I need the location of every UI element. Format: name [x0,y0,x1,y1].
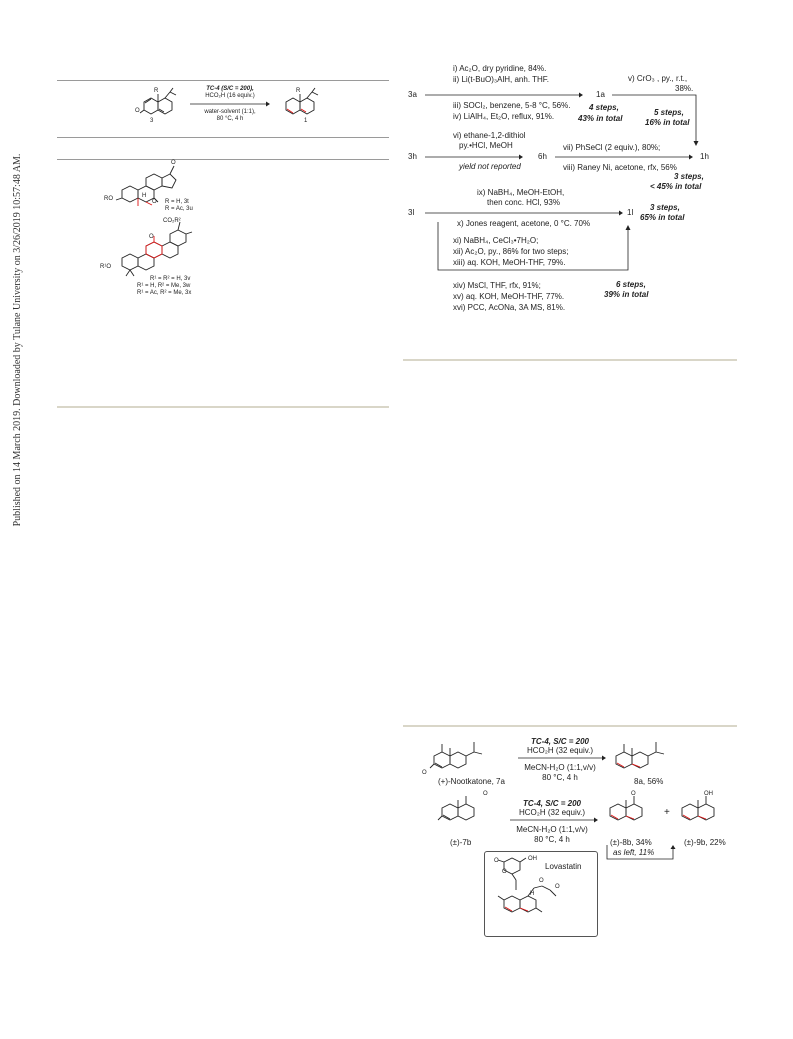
publication-watermark: Published on 14 March 2019. Downloaded by Tulane University on 3/26/2019 10:57:48 AM. [12,153,23,527]
nootkatone-7a-structure [428,738,490,776]
summary-5-steps: 5 steps, [654,108,684,117]
lovastatin-ester-o: O [539,878,544,884]
lovastatin-ring-o: O [502,869,507,875]
lovastatin-ester-o2: O [555,884,560,890]
h-label-3t: H [142,193,147,199]
step-xvi: xvi) PCC, AcONa, 3A MS, 81%. [453,303,566,312]
label-8b: (±)-8b, 34% [610,838,652,847]
table-top-rule [57,80,389,81]
step-iii: iii) SOCl₂, benzene, 5-8 °C, 56%. [453,101,571,110]
r2-cond-1: TC-4, S/C = 200 [522,799,582,808]
decalindione-7b-structure [436,790,486,828]
table-mid-rule [57,137,389,138]
product-9b-structure [676,790,726,828]
section-divider-right-1 [403,359,737,361]
product-compound-label: 1 [304,118,308,124]
label-1a: 1a [596,90,605,99]
r1-cond-4: 80 °C, 4 h [542,773,578,782]
carbonyl-o-7a: O [422,770,427,776]
label-6h: 6h [538,152,547,161]
co2r2-label: CO₂R² [163,218,181,224]
r2-cond-4: 80 °C, 4 h [534,835,570,844]
reagent-line-2: HCO₂H (16 equiv.) [205,93,255,99]
step-x: x) Jones reagent, acetone, 0 °C. 70% [457,219,591,228]
step-i: i) Ac₂O, dry pyridine, 84%. [453,64,547,73]
r1o-label: R¹O [100,264,111,270]
step-xi: xi) NaBH₄, CeCl₃•7H₂O; [453,236,539,245]
r2-cond-2: HCO₂H (32 equiv.) [518,808,586,817]
step-ix-a: ix) NaBH₄, MeOH-EtOH, [477,188,565,197]
start-compound-label: 3 [150,118,154,124]
summary-3-steps-b: 3 steps, [650,203,680,212]
r2-cond-3: MeCN-H₂O (1:1,v/v) [516,825,588,834]
section-divider-left [57,406,389,408]
arrow-3h-6h [425,154,525,160]
r1-cond-3: MeCN-H₂O (1:1,v/v) [524,763,596,772]
summary-3-steps-a: 3 steps, [674,172,704,181]
lovastatin-h: H [530,891,535,897]
r-label-product: R [296,88,301,94]
label-3a: 3a [408,90,417,99]
substituent-3v: R¹ = R² = H, 3v [150,276,191,282]
summary-4-steps: 4 steps, [589,103,619,112]
step-xiii: xiii) aq. KOH, MeOH-THF, 79%. [453,258,566,267]
lovastatin-title: Lovastatin [545,862,582,871]
diene-1-structure [282,88,332,120]
ketone-o-7b: O [483,791,488,797]
ketone-o-8b: O [631,791,636,797]
reagent-line-1: TC-4 (S/C = 200), [206,86,254,92]
label-7a: (+)-Nootkatone, 7a [438,777,505,786]
step-viii: viii) Raney Ni, acetone, rfx, 56% [563,163,677,172]
step-vii: vii) PhSeCl (2 equiv.), 80%; [563,143,661,152]
substituent-3x: R¹ = Ac, R² = Me, 3x [137,290,192,296]
r-label-start: R [154,88,159,94]
label-8a: 8a, 56% [634,777,664,786]
arrow-6h-1h [555,154,695,160]
section-divider-right-2 [403,725,737,727]
carbonyl-o-label: O [135,108,140,114]
substituent-3t: R = H, 3t [165,199,189,205]
reagent-line-3: water-solvent (1:1), [204,109,256,115]
label-1l: 1l [627,208,634,217]
r1-cond-2: HCO₂H (32 equiv.) [526,746,594,755]
step-v: v) CrO₃ , py., r.t., [628,74,688,83]
substituent-3w: R¹ = H, R² = Me, 3w [137,283,191,289]
reaction-arrow-left [190,101,270,107]
summary-65-percent: 65% in total [640,213,685,222]
hydroxyl-9b: OH [704,791,713,797]
step-vi-c: yield not reported [459,162,521,171]
plus-sign: + [664,807,670,818]
enone-o-3t: O [152,199,157,205]
ro-label: RO [104,196,113,202]
ketone-o-3t: O [171,160,176,166]
lovastatin-oh: OH [528,856,537,862]
arrow-3a-1a [425,92,585,98]
reagent-line-4: 80 °C, 4 h [216,116,244,122]
arrow-7a-8a [518,755,608,761]
step-vi-b: py.•HCl, MeOH [459,141,513,150]
label-9b: (±)-9b, 22% [684,838,726,847]
arrow-7b-8b [510,817,600,823]
step-xii: xii) Ac₂O, py., 86% for two steps; [453,247,569,256]
summary-16-percent: 16% in total [645,118,690,127]
product-8b-structure [604,790,654,828]
summary-39-percent: 39% in total [604,290,649,299]
table-header-rule [57,159,389,160]
summary-45-percent: < 45% in total [650,182,702,191]
label-7b: (±)-7b [450,838,472,847]
as-left-yield: as left, 11% [613,848,655,857]
summary-6-steps: 6 steps, [616,280,646,289]
step-v-yield: 38%. [675,84,694,93]
label-3l: 3l [408,208,415,217]
enone-3-structure [140,88,190,120]
summary-43-percent: 43% in total [578,114,623,123]
arrow-3l-1l [425,210,625,216]
label-3h: 3h [408,152,417,161]
label-1h: 1h [700,152,709,161]
step-iv: iv) LiAlH₄, Et₂O, reflux, 91%. [453,112,555,121]
step-vi-a: vi) ethane-1,2-dithiol [453,131,526,140]
step-xv: xv) aq. KOH, MeOH-THF, 77%. [453,292,565,301]
step-ii: ii) Li(t-BuO)₃AlH, anh. THF. [453,75,550,84]
r1-cond-1: TC-4, S/C = 200 [530,737,590,746]
lovastatin-carbonyl-o: O [494,858,499,864]
step-xiv: xiv) MsCl, THF, rfx, 91%; [453,281,541,290]
lovastatin-structure [490,852,594,932]
substituent-3u: R = Ac, 3u [165,206,193,212]
arrow-1a-1h [612,93,702,148]
product-8a-structure [610,738,672,776]
triterpene-o-label: O [149,234,154,240]
step-ix-b: then conc. HCl, 93% [487,198,560,207]
